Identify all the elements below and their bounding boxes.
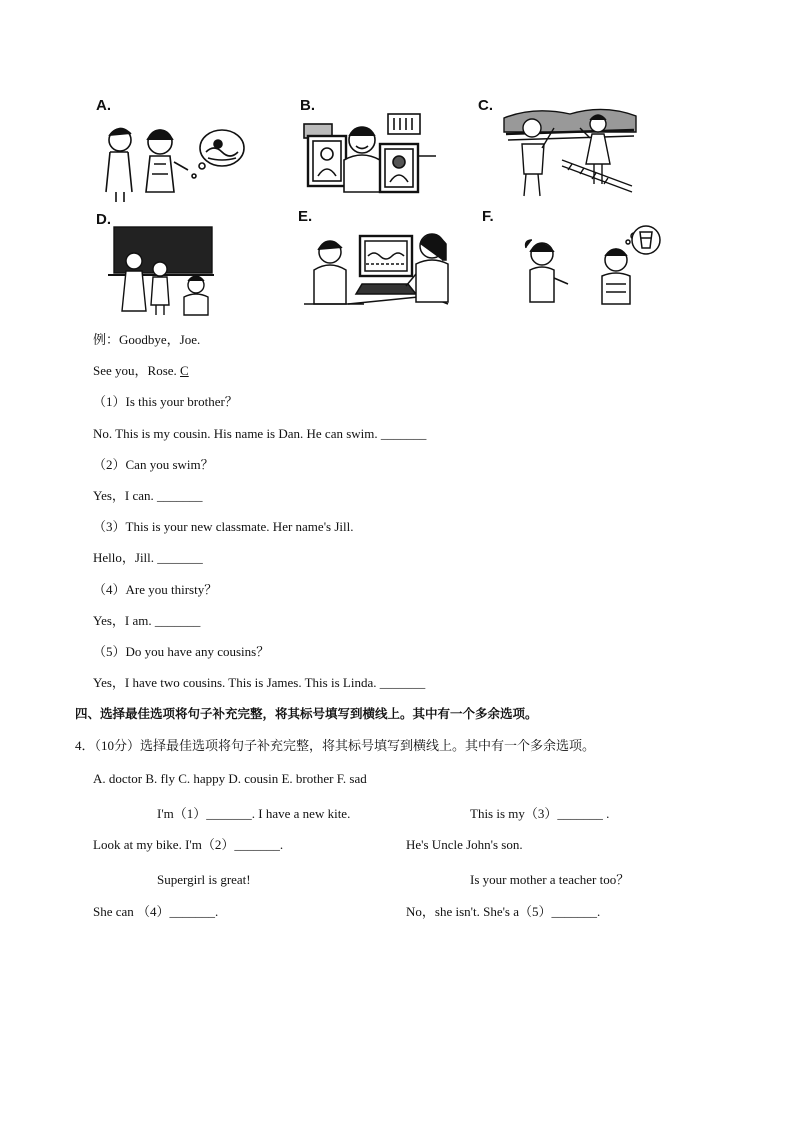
fill-row-4-left: She can （4）_______. bbox=[93, 904, 219, 919]
fill-row-4-right: No，she isn't. She's a（5）_______. bbox=[406, 904, 601, 919]
teacher-introducing-girl-to-class-illustration bbox=[106, 225, 216, 317]
section-4-instruction: 4．（10分）选择最佳选项将句子补充完整，将其标号填写到横线上。其中有一个多余选项。 bbox=[75, 738, 596, 753]
picture-label-f: F. bbox=[482, 208, 494, 225]
example-answer-letter: C bbox=[180, 363, 189, 378]
picture-label-d: D. bbox=[96, 211, 111, 228]
picture-label-a: A. bbox=[96, 97, 111, 114]
picture-label-c: C. bbox=[478, 97, 493, 114]
answer-1: No. This is my cousin. His name is Dan. He can swim. _______ bbox=[93, 426, 427, 441]
section-4-heading: 四、选择最佳选项将句子补充完整，将其标号填写到横线上。其中有一个多余选项。 bbox=[75, 706, 538, 721]
answer-4: Yes，I am. _______ bbox=[93, 613, 201, 628]
man-with-picture-frames-illustration bbox=[300, 110, 438, 196]
answer-5: Yes，I have two cousins. This is James. This is Linda. _______ bbox=[93, 675, 426, 690]
picture-label-e: E. bbox=[298, 208, 313, 225]
section-4-options: A. doctor B. fly C. happy D. cousin E. brother F. sad bbox=[93, 771, 367, 786]
fill-row-3-left: Supergirl is great! bbox=[157, 872, 251, 887]
question-2: （2）Can you swim？ bbox=[93, 457, 214, 472]
two-children-talking-swim-thought-illustration bbox=[98, 118, 246, 204]
answer-3: Hello，Jill. _______ bbox=[93, 550, 203, 565]
fill-row-2-left: Look at my bike. I'm（2）_______. bbox=[93, 837, 284, 852]
question-4: （4）Are you thirsty？ bbox=[93, 582, 218, 597]
two-children-drink-thought-illustration bbox=[520, 220, 662, 306]
answer-2: Yes，I can. _______ bbox=[93, 488, 203, 503]
question-3: （3）This is your new classmate. Her name's Jill. bbox=[93, 519, 354, 534]
two-children-waving-goodbye-illustration bbox=[502, 104, 638, 204]
fill-row-1-left: I'm（1）_______. I have a new kite. bbox=[157, 806, 351, 821]
example-question: 例：Goodbye，Joe. bbox=[93, 332, 201, 347]
fill-row-3-right: Is your mother a teacher too？ bbox=[470, 872, 630, 887]
example-answer bbox=[93, 363, 189, 379]
fill-row-2-right: He's Uncle John's son. bbox=[406, 837, 523, 852]
question-1: （1）Is this your brother？ bbox=[93, 394, 238, 409]
example-answer-text: See you，Rose. bbox=[93, 363, 181, 378]
picture-label-b: B. bbox=[300, 97, 315, 114]
question-5: （5）Do you have any cousins？ bbox=[93, 644, 270, 659]
fill-row-1-right: This is my（3）_______ . bbox=[470, 806, 610, 821]
two-girls-at-computer-illustration bbox=[302, 222, 462, 308]
